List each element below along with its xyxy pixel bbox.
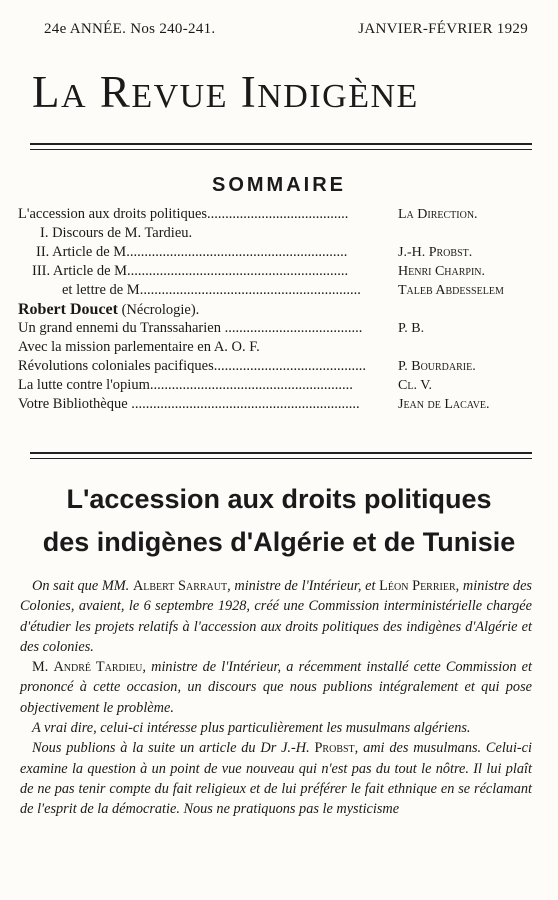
toc-author: P. Bourdarie. [398,359,476,374]
toc-entry: Révolutions coloniales pacifiques.......................................... [18,358,366,374]
paragraph: On sait que MM. Albert Sarraut, ministre de l'Intérieur, et Léon Perrier, ministre des Colonies, avaient, le 6 septembre 1928, créé une Commission interministérielle chargée d'étudier les projets relatifs à l'accession aux droits politiques des indigènes d'Algérie et des colonies. [20,578,532,655]
toc-row [18,395,538,414]
masthead-title [32,67,532,117]
toc-author: Henri Charpin. [398,264,486,279]
toc-author: P. B. [398,321,425,336]
toc-entry: Votre Bibliothèque ............................................................... [18,396,360,412]
toc-row [18,243,538,262]
toc-author: Jean de Lacave. [398,397,490,412]
toc-row [18,357,538,376]
toc-entry: La lutte contre l'opium........................................................ [18,377,353,393]
toc-row [18,205,538,224]
person-name: André Tardieu [53,659,143,676]
toc-entry: Avec la mission parlementaire en A. O. F. [18,339,260,355]
toc-author: La Direction. [398,207,478,222]
toc-row [18,300,538,319]
toc-row [18,262,538,281]
sommaire-title: SOMMAIRE [212,174,346,196]
masthead-rule [30,143,532,150]
person-name: Léon Perrier [379,578,456,594]
masthead-word: NDIGÈNE [257,78,419,115]
paragraph: Nous publions à la suite un article du Dr J.-H. Probst, ami des musulmans. Celui-ci examine la question à un point de vue nouveau qui n'est pas du tout le nôtre. Il lui plaît de ne pas tenir compte du fait religieux et de lui préférer le fait ethnique en se réclamant de l'esprit de la démocratie. Nous ne pratiquons pas le mysticisme [20,740,532,818]
toc-author: Cl. V. [398,378,432,393]
toc-row [18,281,538,300]
person-name: Probst [314,740,355,757]
toc-entry-suffix: (Nécrologie). [117,302,200,318]
toc-author [412,224,538,243]
issue-number: 24e ANNÉE. Nos 240-241. [44,21,216,37]
masthead-initial: I [240,67,258,117]
toc-row [18,319,538,338]
masthead-initial: L [32,67,61,117]
toc-entry: Un grand ennemi du Transsaharien ...................................... [18,320,363,336]
toc-entry: II. Article de M............................................................. [36,244,348,260]
article-body [20,576,532,820]
toc-entry: III. Article de M............................................................. [32,263,349,279]
masthead-word: A [61,78,88,115]
masthead-initial: R [99,67,132,117]
toc-entry: L'accession aux droits politiques....................................... [18,206,349,222]
toc-row [18,338,538,357]
article-title [20,478,538,564]
masthead-word: EVUE [131,78,228,115]
obituary-name: Robert Doucet [18,301,118,318]
toc-author [390,300,538,319]
person-name: Albert Sarraut [132,578,228,594]
toc-row [18,224,538,243]
paragraph: A vrai dire, celui-ci intéresse plus particulièrement les musulmans algériens. [32,720,471,737]
section-rule [30,452,532,459]
toc-author: Taleb Abdesselem [398,283,504,298]
issue-header [44,21,528,38]
toc-author: J.-H. Probst. [398,245,473,260]
paragraph: M. André Tardieu, ministre de l'Intérieur, a récemment installé cette Commission et prononcé à cette occasion, un discours que nous publions intégralement et qui pose objectivement le problème. [20,659,532,716]
toc-row [18,376,538,395]
table-of-contents [18,205,538,414]
issue-date: JANVIER-FÉVRIER 1929 [358,21,528,37]
toc-entry: et lettre de M............................................................. [62,282,361,298]
article-title-line: des indigènes d'Algérie et de Tunisie [42,527,516,557]
toc-entry: I. Discours de M. Tardieu. [40,225,193,241]
toc-entry [18,300,390,319]
article-title-line: L'accession aux droits politiques [66,484,492,514]
